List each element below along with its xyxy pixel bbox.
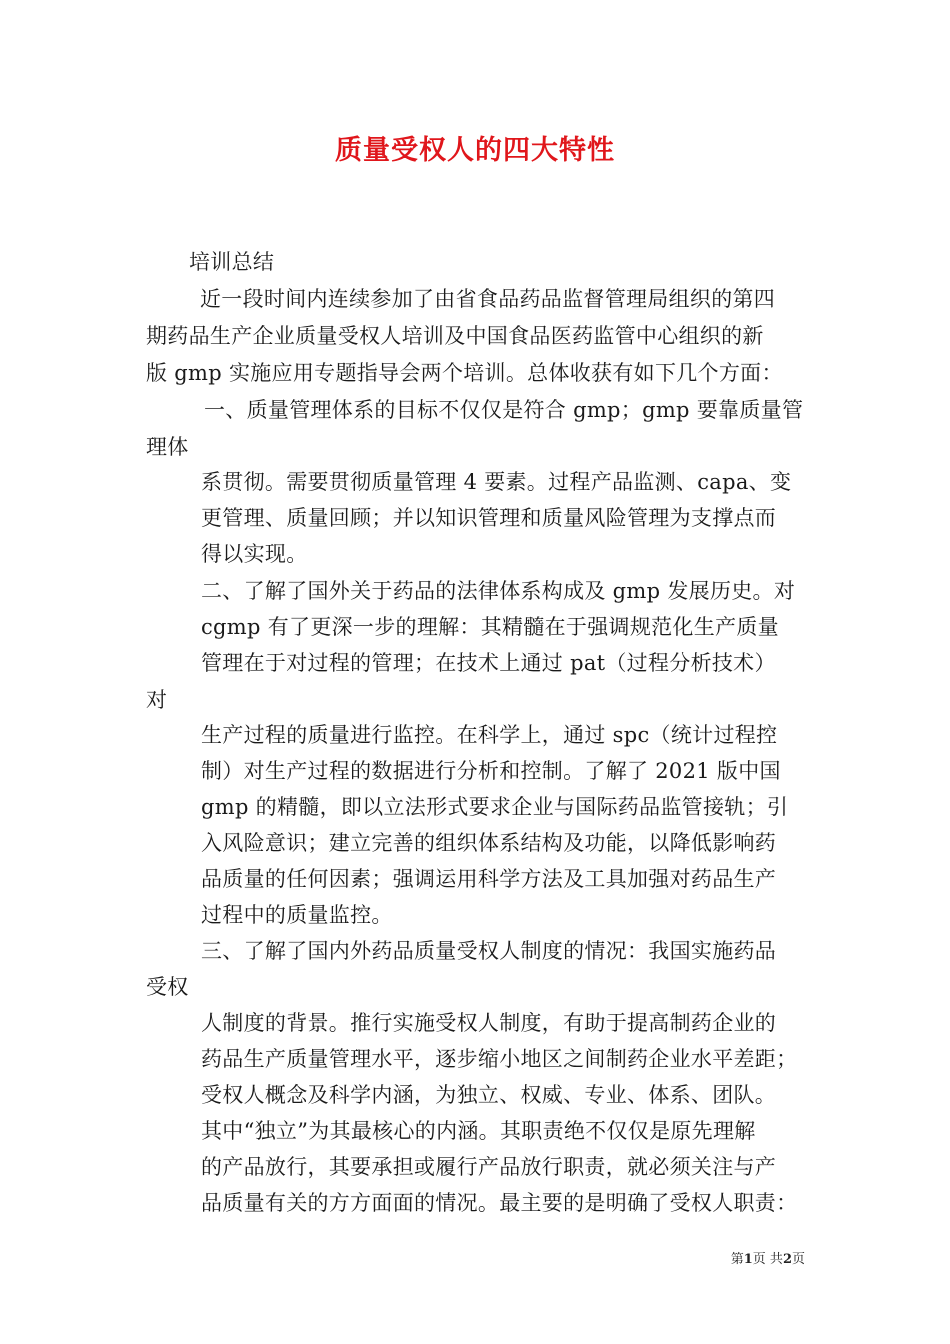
body-line: 三、了解了国内外药品质量受权人制度的情况：我国实施药品 xyxy=(201,939,777,963)
body-line: cgmp 有了更深一步的理解：其精髓在于强调规范化生产质量 xyxy=(201,615,779,639)
body-line: 培训总结 xyxy=(189,250,275,274)
body-line: 一、质量管理体系的目标不仅仅是符合 gmp；gmp 要靠质量管 xyxy=(204,398,804,422)
body-line: 二、了解了国外关于药品的法律体系构成及 gmp 发展历史。对 xyxy=(201,579,796,603)
body-line: 受权 xyxy=(146,975,189,999)
body-line: 对 xyxy=(146,688,168,712)
body-line: 过程中的质量监控。 xyxy=(201,903,393,927)
body-line: 近一段时间内连续参加了由省食品药品监督管理局组织的第四 xyxy=(200,287,776,311)
body-line: 管理在于对过程的管理；在技术上通过 pat（过程分析技术） xyxy=(201,651,776,675)
body-line: 受权人概念及科学内涵，为独立、权威、专业、体系、团队。 xyxy=(201,1083,777,1107)
body-line: 药品生产质量管理水平，逐步缩小地区之间制药企业水平差距； xyxy=(201,1047,798,1071)
document-title: 质量受权人的四大特性 xyxy=(335,135,615,166)
footer-suffix: 页 xyxy=(791,1252,805,1267)
footer-prefix: 第 xyxy=(730,1252,744,1267)
footer-page-number: 1 xyxy=(743,1252,753,1267)
body-line: 品质量有关的方方面面的情况。最主要的是明确了受权人职责： xyxy=(201,1191,798,1215)
body-line: 更管理、质量回顾；并以知识管理和质量风险管理为支撑点而 xyxy=(201,506,777,530)
footer-total-pages: 2 xyxy=(782,1252,792,1267)
body-line: 期药品生产企业质量受权人培训及中国食品医药监管中心组织的新 xyxy=(146,324,764,348)
body-line: 品质量的任何因素；强调运用科学方法及工具加强对药品生产 xyxy=(201,867,777,891)
body-line: 版 gmp 实施应用专题指导会两个培训。总体收获有如下几个方面： xyxy=(146,361,783,385)
body-line: 理体 xyxy=(146,435,189,459)
body-line: 人制度的背景。推行实施受权人制度，有助于提高制药企业的 xyxy=(201,1011,777,1035)
body-line: 制）对生产过程的数据进行分析和控制。了解了 2021 版中国 xyxy=(201,759,781,783)
body-line: 入风险意识；建立完善的组织体系结构及功能，以降低影响药 xyxy=(201,831,777,855)
body-line: gmp 的精髓，即以立法形式要求企业与国际药品监管接轨；引 xyxy=(201,795,789,819)
body-line: 的产品放行，其要承担或履行产品放行职责，就必须关注与产 xyxy=(201,1155,777,1179)
page-footer xyxy=(731,1248,805,1267)
body-line: 其中“独立”为其最核心的内涵。其职责绝不仅仅是原先理解 xyxy=(201,1119,756,1143)
body-line: 系贯彻。需要贯彻质量管理 4 要素。过程产品监测、capa、变 xyxy=(201,470,792,494)
footer-middle: 页 共 xyxy=(752,1252,783,1267)
body-line: 得以实现。 xyxy=(201,542,308,566)
body-line: 生产过程的质量进行监控。在科学上，通过 spc（统计过程控 xyxy=(201,723,778,747)
